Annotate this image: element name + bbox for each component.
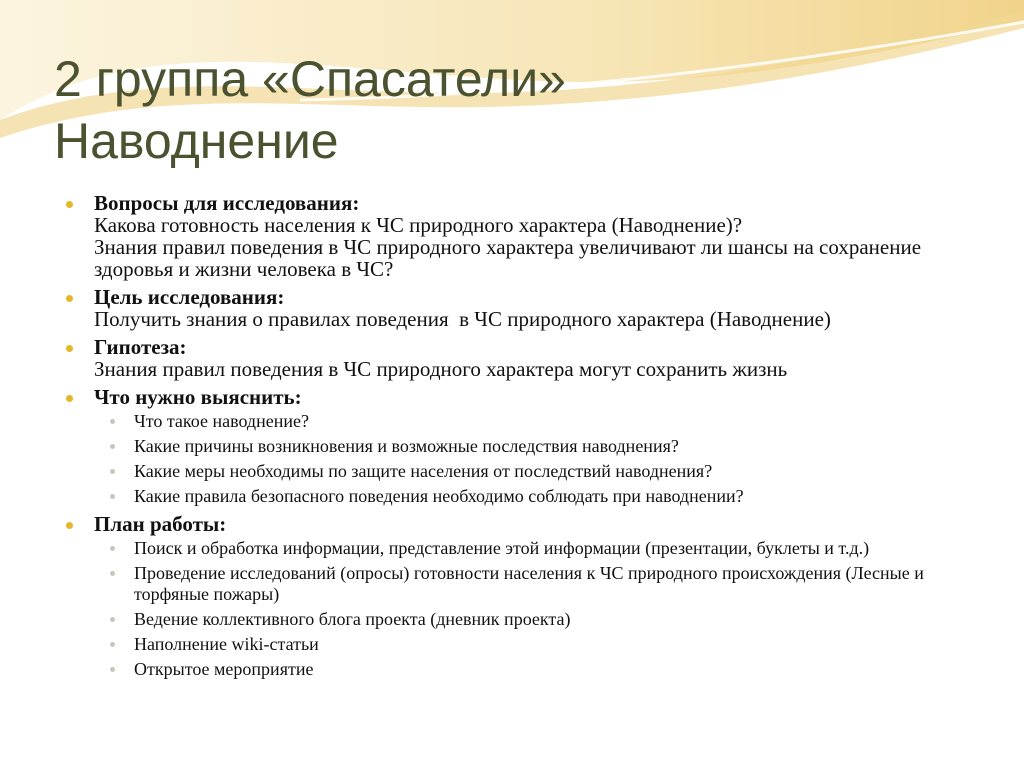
bullet-dot-icon bbox=[66, 345, 73, 352]
bullet-dot-icon bbox=[66, 201, 73, 208]
sub-bullet-dot-icon bbox=[110, 494, 115, 499]
title-line-1: 2 группа «Спасатели» bbox=[54, 51, 566, 107]
slide-title bbox=[54, 48, 994, 172]
sub-bullet-dot-icon bbox=[110, 617, 115, 622]
bullet-dot-icon bbox=[66, 522, 73, 529]
sub-item-text: Проведение исследований (опросы) готовности населения к ЧС природного происхождения (Лесные и торфяные пожары) bbox=[134, 563, 924, 604]
sub-list-item bbox=[94, 461, 984, 482]
section-heading: Вопросы для исследования: bbox=[94, 191, 360, 215]
sub-list bbox=[94, 538, 984, 680]
bullet-section bbox=[64, 336, 984, 380]
sub-list bbox=[94, 411, 984, 507]
sub-list-item bbox=[94, 609, 984, 630]
sub-item-text: Какие меры необходимы по защите населения от последствий наводнения? bbox=[134, 461, 713, 481]
section-text: Знания правил поведения в ЧС природного характера могут сохранить жизнь bbox=[94, 357, 788, 381]
section-heading: Что нужно выяснить: bbox=[94, 385, 302, 409]
bullet-dot-icon bbox=[66, 295, 73, 302]
sub-list-item bbox=[94, 659, 984, 680]
section-heading: Гипотеза: bbox=[94, 335, 187, 359]
sub-item-text: Открытое мероприятие bbox=[134, 659, 314, 679]
section-heading: План работы: bbox=[94, 512, 227, 536]
sub-item-text: Что такое наводнение? bbox=[134, 411, 309, 431]
sub-item-text: Наполнение wiki-статьи bbox=[134, 634, 319, 654]
sub-bullet-dot-icon bbox=[110, 469, 115, 474]
sub-list-item bbox=[94, 436, 984, 457]
section-heading: Цель исследования: bbox=[94, 285, 285, 309]
sub-item-text: Какие правила безопасного поведения необходимо соблюдать при наводнении? bbox=[134, 486, 744, 506]
bullet-dot-icon bbox=[66, 395, 73, 402]
bullet-section bbox=[64, 386, 984, 507]
sub-list-item bbox=[94, 411, 984, 432]
sub-list-item bbox=[94, 486, 984, 507]
section-text: Какова готовность населения к ЧС природного характера (Наводнение)? Знания правил поведения в ЧС природного характера увеличивают ли шансы на сохранение здоровья и жизни человека в ЧС? bbox=[94, 213, 922, 281]
sub-list-item bbox=[94, 538, 984, 559]
sub-item-text: Какие причины возникновения и возможные последствия наводнения? bbox=[134, 436, 679, 456]
bullet-section bbox=[64, 513, 984, 680]
title-line-2: Наводнение bbox=[54, 113, 339, 169]
sub-bullet-dot-icon bbox=[110, 642, 115, 647]
bullet-section bbox=[64, 286, 984, 330]
sub-item-text: Поиск и обработка информации, представление этой информации (презентации, буклеты и т.д.) bbox=[134, 538, 870, 558]
sub-list-item bbox=[94, 563, 984, 605]
bullet-section bbox=[64, 192, 984, 280]
sub-bullet-dot-icon bbox=[110, 546, 115, 551]
sub-bullet-dot-icon bbox=[110, 667, 115, 672]
slide-content bbox=[64, 192, 984, 686]
sub-list-item bbox=[94, 634, 984, 655]
sub-bullet-dot-icon bbox=[110, 444, 115, 449]
section-text: Получить знания о правилах поведения в ЧС природного характера (Наводнение) bbox=[94, 307, 831, 331]
sub-item-text: Ведение коллективного блога проекта (дневник проекта) bbox=[134, 609, 571, 629]
sub-bullet-dot-icon bbox=[110, 571, 115, 576]
sub-bullet-dot-icon bbox=[110, 419, 115, 424]
